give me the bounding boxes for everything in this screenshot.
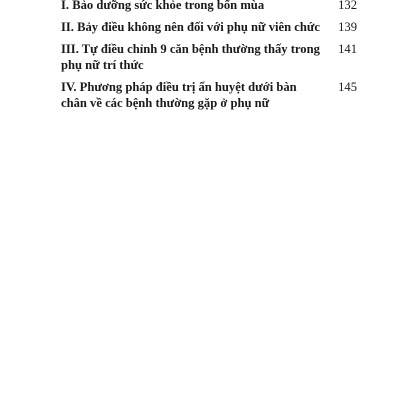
toc-entry-page: 139: [338, 20, 357, 34]
toc-entry: [61, 0, 357, 13]
toc-entry-title: IV. Phương pháp điều trị ấn huyệt dưới bàn chân về các bệnh thường gặp ở phụ nữ: [61, 80, 297, 110]
toc-entry-title: II. Bảy điều không nên đối với phụ nữ viên chức: [61, 20, 321, 34]
table-of-contents: [61, 0, 357, 117]
toc-entry-page: 141: [338, 42, 357, 56]
toc-entry-page: 132: [338, 0, 357, 12]
toc-entry-title: III. Tự điều chỉnh 9 căn bệnh thường thấy trong phụ nữ trí thức: [61, 42, 320, 72]
toc-entry-title: I. Bảo dưỡng sức khỏe trong bốn mùa: [61, 0, 265, 12]
toc-entry: [61, 79, 357, 111]
toc-entry: [61, 41, 357, 73]
toc-entry-page: 145: [338, 80, 357, 94]
toc-entry: [61, 19, 357, 35]
